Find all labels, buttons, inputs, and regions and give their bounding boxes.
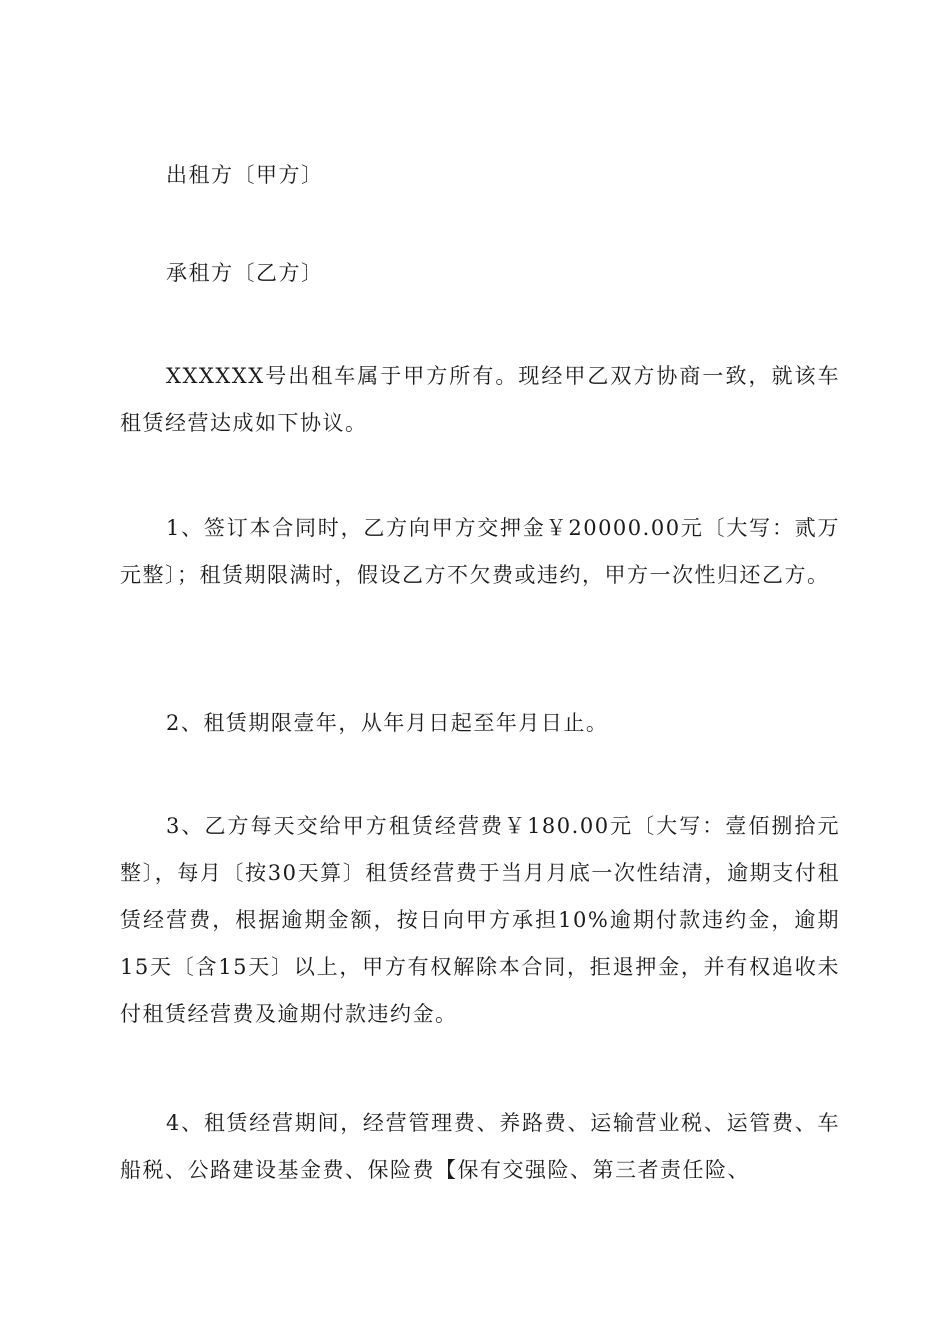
- intro-paragraph: XXXXXX号出租车属于甲方所有。现经甲乙双方协商一致，就该车租赁经营达成如下协议。: [120, 364, 840, 435]
- clause-4-expenses: 4、租赁经营期间，经营管理费、养路费、运输营业税、运管费、车船税、公路建设基金费、保险费【保有交强险、第三者责任险、: [120, 1111, 840, 1182]
- clause-3-fee: 3、乙方每天交给甲方租赁经营费￥180.00元〔大写：壹佰捌拾元整〕，每月〔按30天算〕租赁经营费于当月月底一次性结清，逾期支付租赁经营费，根据逾期金额，按日向甲方承担10%逾期付款违约金，逾期15天〔含15天〕以上，甲方有权解除本合同，拒退押金，并有权追收未付租赁经营费及逾期付款违约金。: [120, 814, 840, 1026]
- lessee-line: 承租方〔乙方〕: [166, 261, 324, 285]
- clause-2-term: 2、租赁期限壹年，从年月日起至年月日止。: [166, 711, 609, 735]
- clause-1-deposit: 1、签订本合同时，乙方向甲方交押金￥20000.00元〔大写：贰万元整〕；租赁期限满时，假设乙方不欠费或违约，甲方一次性归还乙方。: [120, 516, 840, 587]
- lessor-line: 出租方〔甲方〕: [166, 163, 324, 187]
